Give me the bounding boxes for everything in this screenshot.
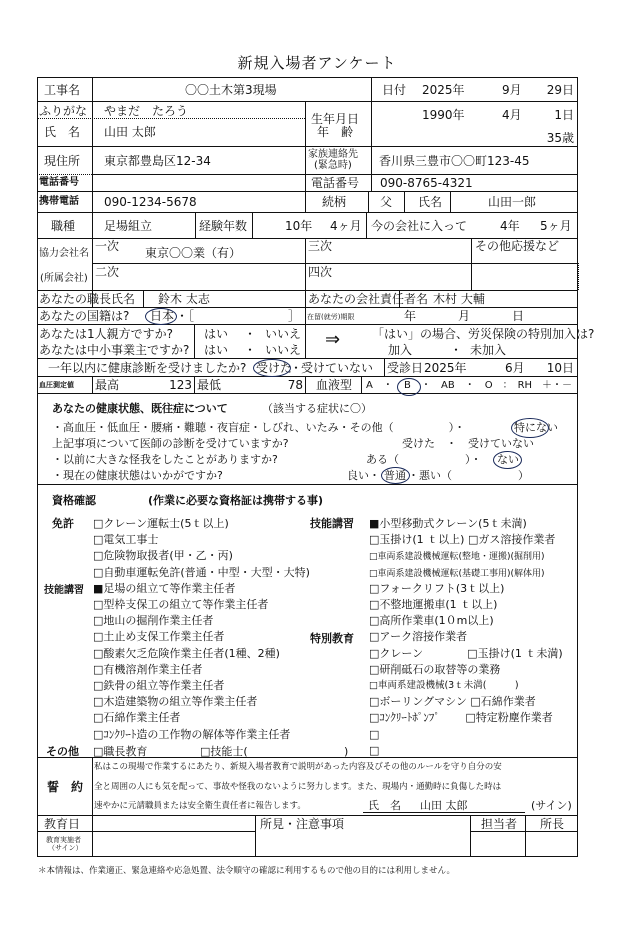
other-label: その他	[46, 745, 79, 758]
checkup-not-received[interactable]: 受けていない	[301, 361, 374, 375]
selected-circle	[253, 359, 291, 377]
qualification-left-checkbox-item[interactable]: □クレーン運転士(5ｔ以上)	[93, 517, 229, 530]
qualification-left-checkbox-item[interactable]: □地山の掘削作業主任者	[93, 614, 214, 628]
doctor-answer[interactable]: 受けた ・ 受けていない	[402, 437, 534, 450]
qualification-left-checkbox-item[interactable]: □危険物取扱者(甲・乙・丙)	[93, 549, 233, 563]
qualification-left-checkbox-item[interactable]: □ｺﾝｸﾘｰﾄ造の工作物の解体等作業主任者	[93, 727, 291, 741]
nationality-label: あなたの国籍は?	[39, 309, 130, 323]
insurance-question: 「はい」の場合、労災保険の特別加入は?	[372, 327, 595, 341]
project-value[interactable]: 〇〇土木第3現場	[185, 83, 277, 97]
tenure-label: 今の会社に入って	[371, 219, 468, 233]
qualification-right-checkbox-item[interactable]: □フォークリフト(3ｔ以上)	[369, 581, 505, 595]
education-date-field[interactable]	[94, 816, 254, 830]
date-label: 日付	[382, 83, 407, 97]
qualification-left-checkbox-item[interactable]: □自動車運転免許(普通・中型・大型・大特)	[93, 565, 310, 579]
bp-low-label: 最低	[197, 378, 222, 392]
partner-second-label: 二次	[95, 265, 120, 279]
health-heading-note: （該当する症状に〇）	[262, 402, 372, 415]
date-month[interactable]: 9月	[502, 83, 522, 97]
pledge-label: 誓 約	[47, 780, 84, 794]
pledge-sign: (サイン)	[531, 799, 572, 812]
person-in-charge-label: 担当者	[481, 817, 518, 831]
selected-circle	[397, 378, 421, 396]
checkup-received[interactable]: 受けた	[256, 361, 293, 375]
selected-circle	[511, 418, 549, 438]
family-address[interactable]: 香川県三豊市〇〇町123-45	[379, 154, 530, 168]
name-value[interactable]: 山田 太郎	[104, 125, 156, 139]
qualification-right-checkbox-item[interactable]: □車両系建設機械(3ｔ未満( )	[369, 680, 519, 691]
qualification-right-checkbox-item[interactable]: ■小型移動式クレーン(5ｔ未満)	[369, 517, 527, 530]
experience-years[interactable]: 10年	[285, 219, 313, 233]
partner-first-value[interactable]: 東京〇〇業（有）	[145, 246, 242, 260]
condition-normal[interactable]: 普通	[384, 469, 406, 482]
mobile-value[interactable]: 090-1234-5678	[104, 195, 197, 209]
pledge-name-value[interactable]: 山田 太郎	[420, 799, 468, 812]
educator-sign-label: （サイン）	[48, 844, 83, 852]
condition-question: ・現在の健康状態はいかがですか?	[52, 469, 223, 482]
project-label: 工事名	[44, 83, 81, 97]
blood-type-label: 血液型	[316, 378, 353, 392]
certified-skill-checkbox[interactable]: □技能士(	[200, 745, 248, 758]
qualification-left-checkbox-item[interactable]: □木造建築物の組立等作業主任者	[93, 695, 258, 709]
pledge-line-1: 私はこの現場で作業するにあたり、新規入場者教育で説明があった内容及びその他のルールを守り自分の安	[94, 762, 502, 772]
remarks-label: 所見・注意事項	[260, 817, 345, 831]
certified-skill-close: )	[344, 745, 349, 758]
birth-label: 生年月日	[311, 112, 360, 126]
pledge-line-2: 全と周囲の人にも気を配って、事故や怪我のないように努力します。また、現場内・通勤時に負傷した時は	[94, 782, 502, 792]
partner-third-label: 三次	[308, 239, 333, 253]
qualification-left-checkbox-item[interactable]: □型枠支保工の組立て等作業主任者	[93, 598, 269, 611]
sme-question: あなたは中小事業主ですか?	[39, 343, 190, 357]
nationality-japan[interactable]: 日本	[150, 309, 175, 323]
bp-high-label: 最高	[95, 378, 120, 392]
family-name-label: 氏名	[418, 195, 443, 209]
condition-bad[interactable]: ・悪い（ ）	[408, 469, 529, 482]
birth-day[interactable]: 1日	[554, 108, 574, 122]
insurance-join[interactable]: 加入	[388, 343, 413, 357]
family-contact-sublabel: (緊急時)	[314, 160, 352, 171]
blood-type-b[interactable]: B	[404, 380, 411, 391]
qualification-right-checkbox-item[interactable]: □不整地運搬車(1 ｔ以上)	[369, 598, 498, 611]
tenure-months[interactable]: 5ヶ月	[540, 219, 572, 233]
oyakata-question: あなたは1人親方ですか?	[39, 327, 174, 341]
license-label: 免許	[52, 517, 74, 530]
qualification-right-checkbox-item[interactable]: □研削砥石の取替等の業務	[369, 662, 501, 676]
education-date-label: 教育日	[44, 817, 81, 831]
blood-type-rest[interactable]: ・ AB ・ O ： RH ＋・－	[421, 380, 573, 391]
family-phone-value[interactable]: 090-8765-4321	[380, 176, 473, 190]
symptoms-options[interactable]: ・高血圧・低血圧・腰痛・難聴・夜盲症・しびれ、いたみ・その他（ ）・	[52, 421, 466, 434]
job-value[interactable]: 足場組立	[104, 219, 153, 233]
blood-pressure-label: 血圧測定値	[39, 381, 74, 389]
qualification-right-checkbox-item[interactable]: □高所作業車(1０m以上)	[369, 614, 494, 628]
nationality-bracket-close: ］	[288, 309, 301, 323]
form-title: 新規入場者アンケート	[237, 54, 397, 72]
injury-question: ・以前に大きな怪我をしたことがありますか?	[52, 453, 278, 466]
nationality-bracket-open: ・［	[176, 309, 195, 323]
educator-sign-field[interactable]	[94, 832, 254, 856]
qualification-left-checkbox-item[interactable]: □鉄骨の組立等作業主任者	[93, 679, 225, 692]
checkup-month[interactable]: 6月	[505, 361, 525, 375]
qualification-right-checkbox-item[interactable]: □ボーリングマシン □石綿作業者	[369, 695, 536, 709]
address-label: 現住所	[44, 154, 81, 168]
residence-month[interactable]: 月	[458, 309, 471, 323]
mobile-label: 携帯電話	[39, 196, 79, 207]
foreman-value[interactable]: 鈴木 太志	[158, 292, 210, 306]
condition-good[interactable]: 良い・	[347, 469, 380, 482]
manager-value[interactable]: 木村 大輔	[433, 292, 485, 306]
symptoms-none[interactable]: 特にない	[514, 421, 558, 434]
selected-circle	[145, 308, 177, 325]
qualification-right-checkbox-item[interactable]: □クレーン □玉掛け(1 ｔ未満)	[369, 646, 563, 660]
tenure-years[interactable]: 4年	[500, 219, 520, 233]
name-label: 氏 名	[44, 125, 81, 139]
qualification-right-checkbox-item[interactable]: □車両系建設機械運転(整地・運搬)(掘削用)	[369, 552, 545, 563]
health-heading: あなたの健康状態、既往症について	[52, 402, 228, 415]
qualification-left-checkbox-item[interactable]: □電気工事士	[93, 533, 159, 547]
qualification-left-checkbox-item[interactable]: ■足場の組立て等作業主任者	[93, 581, 236, 595]
skill-training-label-left: 技能講習	[44, 585, 84, 596]
partner-sublabel: (所属会社)	[40, 273, 88, 284]
experience-months[interactable]: 4ヶ月	[330, 219, 362, 233]
age-value[interactable]: 35歳	[546, 131, 574, 145]
qualification-right-checkbox-item[interactable]: □	[369, 743, 380, 757]
doctor-question: 上記事項について医師の診断を受けていますか?	[52, 437, 289, 450]
relation-label: 続柄	[322, 195, 347, 209]
partner-label: 協力会社名	[39, 248, 89, 259]
injury-answer[interactable]: ある（ ）・	[366, 453, 482, 466]
foreman-label: あなたの職長氏名	[39, 292, 136, 306]
privacy-note: ＊本情報は、作業適正、緊急連絡や応急処置、法令順守の確認に利用するもので他の目的には利用しません。	[38, 866, 456, 876]
qualifications-heading: 資格確認	[52, 494, 96, 507]
checkup-year[interactable]: 2025年	[424, 361, 467, 375]
qualification-right-checkbox-item[interactable]: □	[369, 727, 380, 741]
date-year[interactable]: 2025年	[422, 83, 465, 97]
sme-dot: ・	[244, 343, 257, 357]
educator-label: 教育実施者	[46, 836, 81, 844]
director-label: 所長	[540, 817, 565, 831]
phone-label: 電話番号	[39, 177, 79, 188]
birth-month[interactable]: 4月	[502, 108, 522, 122]
family-contact-label: 家族連絡先	[308, 149, 358, 160]
oyakata-dot: ・	[244, 327, 257, 341]
qualification-right-checkbox-item[interactable]: □アーク溶接作業者	[369, 630, 468, 644]
skill-training-label: 技能講習	[310, 517, 354, 530]
foreman-education-checkbox[interactable]: □職長教育	[93, 745, 148, 758]
oyakata-yes[interactable]: はい	[204, 327, 229, 341]
qualification-right-checkbox-item[interactable]: □玉掛け(1 ｔ以上) □ガス溶接作業者	[369, 533, 556, 547]
qualification-right-checkbox-item[interactable]: □ｺﾝｸﾘｰﾄﾎﾟﾝﾌﾟ □特定粉塵作業者	[369, 711, 553, 725]
birth-year[interactable]: 1990年	[422, 108, 465, 122]
insurance-notjoin[interactable]: 未加入	[470, 343, 507, 357]
checkup-day[interactable]: 10日	[546, 361, 574, 375]
residence-label: 在留(就労)期限	[307, 313, 355, 321]
furigana-label: ふりがな	[39, 104, 88, 118]
sme-yes[interactable]: はい	[204, 343, 229, 357]
family-phone-label: 電話番号	[311, 176, 360, 190]
checkup-date-label: 受診日	[387, 361, 424, 375]
qualifications-note: (作業に必要な資格証は携帯する事)	[148, 494, 324, 507]
insurance-dot: ・	[450, 343, 463, 357]
manager-label: あなたの会社責任者名	[308, 292, 429, 306]
special-education-label: 特別教育	[310, 632, 354, 645]
oyakata-no[interactable]: いいえ	[265, 327, 302, 341]
checkup-dot: ・	[290, 361, 303, 375]
pledge-name-label: 氏 名	[368, 799, 401, 812]
date-day[interactable]: 29日	[546, 83, 574, 97]
bp-low-value[interactable]: 78	[287, 378, 303, 392]
age-label: 年 齢	[317, 125, 354, 139]
arrow-icon: ⇒	[325, 329, 341, 350]
blood-type-a[interactable]: A ・	[366, 380, 393, 391]
pledge-line-3: 速やかに元請職員または安全衛生責任者に報告します。	[94, 801, 306, 811]
residence-year[interactable]: 年	[404, 309, 417, 323]
partner-other-label: その他応援など	[475, 239, 560, 253]
qualification-left-checkbox-item[interactable]: □有機溶剤作業主任者	[93, 662, 203, 676]
injury-none[interactable]: ない	[497, 453, 519, 466]
selected-circle	[493, 451, 522, 469]
experience-label: 経験年数	[199, 219, 248, 233]
residence-day[interactable]: 日	[512, 309, 525, 323]
qualification-right-checkbox-item[interactable]: □車両系建設機械運転(基礎工事用)(解体用)	[369, 568, 545, 579]
selected-circle	[381, 467, 410, 484]
relation-value[interactable]: 父	[380, 195, 393, 209]
qualification-left-checkbox-item[interactable]: □土止め支保工作業主任者	[93, 630, 225, 644]
qualification-left-checkbox-item[interactable]: □石綿作業主任者	[93, 711, 181, 725]
address-value[interactable]: 東京都豊島区12-34	[104, 154, 211, 168]
qualification-left-checkbox-item[interactable]: □酸素欠乏危険作業主任者(1種、2種)	[93, 646, 280, 660]
furigana-value[interactable]: やまだ たろう	[104, 104, 189, 118]
job-label: 職種	[51, 219, 76, 233]
bp-high-value[interactable]: 123	[169, 378, 192, 392]
partner-first-label: 一次	[95, 239, 120, 253]
partner-fourth-label: 四次	[308, 265, 333, 279]
checkup-question: 一年以内に健康診断を受けましたか?	[48, 361, 247, 375]
family-name-value[interactable]: 山田一郎	[488, 195, 537, 209]
sme-no[interactable]: いいえ	[265, 343, 302, 357]
